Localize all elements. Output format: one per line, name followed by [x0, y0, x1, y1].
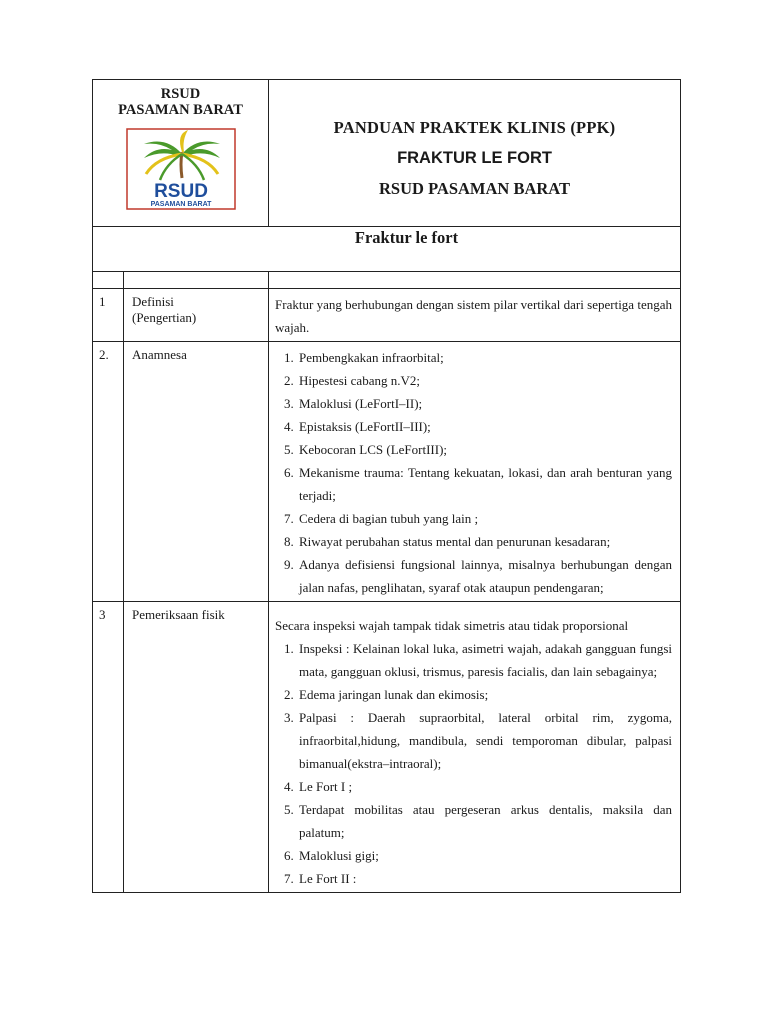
palm-tree-logo-icon — [126, 128, 236, 210]
row-number: 1 — [93, 289, 124, 342]
document-topic: FRAKTUR LE FORT — [397, 149, 552, 167]
list-item: 8. Riwayat perubahan status mental dan penurunan kesadaran; — [297, 530, 672, 553]
list-item: 9. Adanya defisiensi fungsional lainnya, misalnya berhubungan dengan jalan nafas, penglihatan, syaraf otak ataupun pendengaran; — [297, 553, 672, 599]
list-item: 4. Epistaksis (LeFortII–III); — [297, 415, 672, 438]
logo-subtext: PASAMAN BARAT — [150, 201, 211, 208]
list-item: 2. Hipestesi cabang n.V2; — [297, 369, 672, 392]
list-item: 3. Maloklusi (LeFortI–II); — [297, 392, 672, 415]
header-row — [93, 80, 681, 227]
row-number: 3 — [93, 602, 124, 893]
section-subtitle: Fraktur le fort — [354, 228, 459, 247]
subtitle-row — [93, 227, 681, 272]
anamnesa-list — [275, 346, 672, 599]
row-content — [269, 602, 681, 893]
list-item: 7. Le Fort II : — [297, 867, 672, 890]
row-content — [269, 289, 681, 342]
document-hospital: RSUD PASAMAN BARAT — [379, 179, 570, 198]
list-item: 3. Palpasi : Daerah supraorbital, lateral orbital rim, zygoma, infraorbital,hidung, mandibula, sendi temporoman dibular, palpasi bimanual(ekstra–intraoral); — [297, 706, 672, 775]
subtitle-cell — [93, 227, 681, 272]
row-pemeriksaan-fisik — [93, 602, 681, 893]
hospital-name-line1: RSUD — [160, 86, 201, 102]
row-label: Anamnesa — [124, 342, 269, 602]
spacer-cell — [124, 272, 269, 289]
exam-intro: Secara inspeksi wajah tampak tidak simetris atau tidak proporsional — [275, 618, 629, 633]
exam-list — [275, 637, 672, 890]
list-item: 4. Le Fort I ; — [297, 775, 672, 798]
list-item: 6. Maloklusi gigi; — [297, 844, 672, 867]
document-title-cell — [269, 80, 681, 227]
list-item: 7. Cedera di bagian tubuh yang lain ; — [297, 507, 672, 530]
row-anamnesa — [93, 342, 681, 602]
row-label: Definisi (Pengertian) — [124, 289, 269, 342]
definition-text: Fraktur yang berhubungan dengan sistem pilar vertikal dari sepertiga tengah wajah. — [275, 297, 673, 335]
logo-text: RSUD — [153, 181, 208, 202]
row-label: Pemeriksaan fisik — [124, 602, 269, 893]
spacer-cell — [269, 272, 681, 289]
list-item: 5. Terdapat mobilitas atau pergeseran arkus dentalis, maksila dan palatum; — [297, 798, 672, 844]
list-item: 1. Inspeksi : Kelainan lokal luka, asimetri wajah, adakah gangguan fungsi mata, gangguan oklusi, trismus, paresis facialis, dan lain sebagainya; — [297, 637, 672, 683]
spacer-row — [93, 272, 681, 289]
row-number: 2. — [93, 342, 124, 602]
list-item: 5. Kebocoran LCS (LeFortIII); — [297, 438, 672, 461]
list-item: 6. Mekanisme trauma: Tentang kekuatan, lokasi, dan arah benturan yang terjadi; — [297, 461, 672, 507]
document-title: PANDUAN PRAKTEK KLINIS (PPK) — [333, 118, 616, 137]
list-item: 2. Edema jaringan lunak dan ekimosis; — [297, 683, 672, 706]
row-definisi — [93, 289, 681, 342]
list-item: 1. Pembengkakan infraorbital; — [297, 346, 672, 369]
hospital-name-line2: PASAMAN BARAT — [118, 102, 243, 118]
hospital-identity-cell — [93, 80, 269, 227]
spacer-cell — [93, 272, 124, 289]
ppk-table — [92, 79, 681, 893]
row-content — [269, 342, 681, 602]
